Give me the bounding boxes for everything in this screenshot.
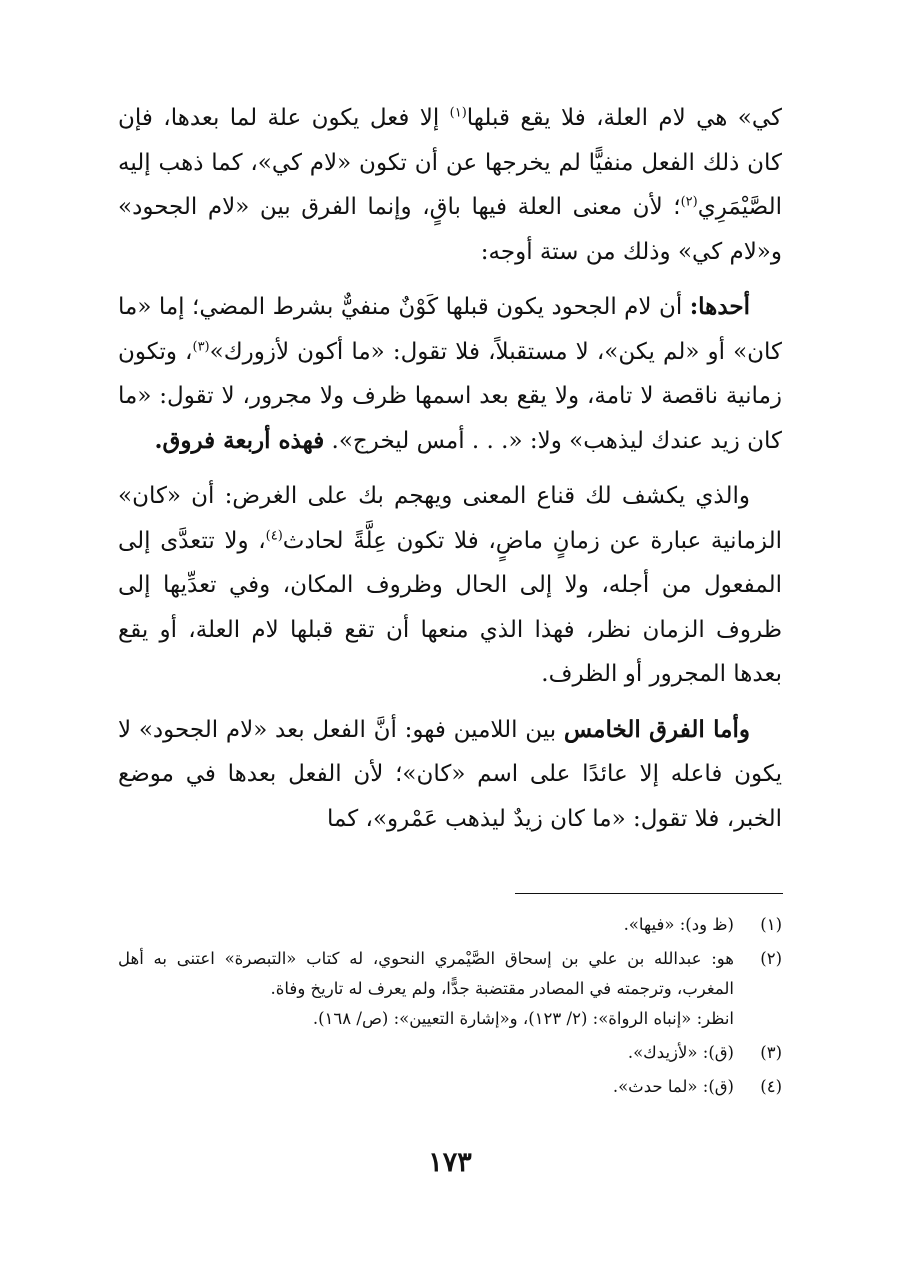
paragraph-4: [118, 708, 782, 842]
footnote-3-number: (٣): [760, 1043, 782, 1062]
paragraph-2-lead: أحدها:: [689, 293, 750, 320]
footnote-2-reference: انظر: «إنباه الرواة»: (٢/ ١٢٣)، و«إشارة التعيين»: (ص/ ١٦٨).: [312, 1009, 734, 1028]
footnote-4-text: (ق): «لما حدث».: [612, 1077, 734, 1096]
paragraph-4-part-a: بين اللامين فهو: أنَّ الفعل بعد «لام الجحود» لا يكون فاعله إلا عائدًا على اسم «كان»؛ لأن الفعل بعدها في موضع الخبر، فلا تقول: «ما كان زيدٌ ليذهب عَمْرو»، كما: [118, 716, 783, 832]
paragraph-4-lead: وأما الفرق الخامس: [563, 715, 750, 743]
footnote-ref-1[interactable]: (١): [449, 105, 467, 121]
footnote-divider: [515, 893, 783, 894]
footnote-ref-3[interactable]: (٣): [192, 338, 210, 354]
footnote-2-body: [118, 944, 734, 1034]
paragraph-3-part-a: والذي يكشف لك قناع المعنى ويهجم بك على الغرض: أن «كان» الزمانية عبارة عن زمانٍ ماضٍ، فلا تكون عِلَّةً لحادث: [118, 483, 782, 554]
paragraph-2-part-a: أن لام الجحود يكون قبلها كَوْنٌ منفيٌّ بشرط المضي؛ إما «ما كان» أو «لم يكن»، لا مستقبلاً، فلا تقول: «ما أكون لأزورك»: [118, 294, 782, 365]
paragraph-3-part-b: ، ولا تتعدَّى إلى المفعول من أجله، ولا إلى الحال وظروف المكان، وفي تعدِّيها إلى ظروف الزمان نظر، فهذا الذي منعها أن تقع قبلها لام العلة، أو يقع بعدها المجرور أو الظرف.: [118, 527, 782, 687]
footnote-ref-2[interactable]: (٢): [680, 194, 698, 210]
footnote-ref-4[interactable]: (٤): [265, 527, 283, 543]
footnote-3-text: (ق): «لأزيدك».: [627, 1043, 734, 1062]
footnote-3: [118, 1038, 782, 1068]
paragraph-2-tail: فهذه أربعة فروق.: [154, 426, 325, 454]
footnote-1: [118, 910, 782, 940]
footnote-2-text: هو: عبدالله بن علي بن إسحاق الصَّيْمري النحوي، له كتاب «التبصرة» اعتنى به أهل المغرب، وترجمته في المصادر مقتضبة جدًّا، ولم يعرف له تاريخ وفاة.: [118, 949, 734, 998]
paragraph-2: [118, 285, 782, 463]
paragraph-1-part-a: كي» هي لام العلة، فلا يقع قبلها: [466, 105, 782, 131]
paragraph-2-part-b: ، وتكون زمانية ناقصة لا تامة، ولا يقع بعد اسمها ظرف ولا مجرور، لا تقول: «ما كان زيد عندك ليذهب» ولا: «. . . أمس ليخرج».: [118, 338, 782, 454]
paragraph-1-part-b: إلا فعل يكون علة لما بعدها، فإن كان ذلك الفعل منفيًّا لم يخرجها عن أن تكون «لام كي»، كما ذهب إليه الصَّيْمَرِي: [118, 105, 782, 220]
footnote-2-number: (٢): [760, 949, 782, 968]
main-text: [118, 96, 782, 841]
paragraph-1: [118, 96, 782, 274]
footnote-1-number: (١): [760, 915, 782, 934]
page-number: ١٧٣: [428, 1147, 472, 1178]
footnote-1-text: (ظ ود): «فيها».: [623, 915, 734, 934]
paragraph-3: [118, 474, 782, 697]
footnote-2: [118, 944, 782, 1034]
footnote-4: [118, 1072, 782, 1102]
paragraph-1-part-c: ؛ لأن معنى العلة فيها باقٍ، وإنما الفرق بين «لام الجحود» و«لام كي» وذلك من ستة أوجه:: [118, 194, 782, 265]
footnotes: [118, 910, 782, 1106]
footnote-4-number: (٤): [760, 1077, 782, 1096]
